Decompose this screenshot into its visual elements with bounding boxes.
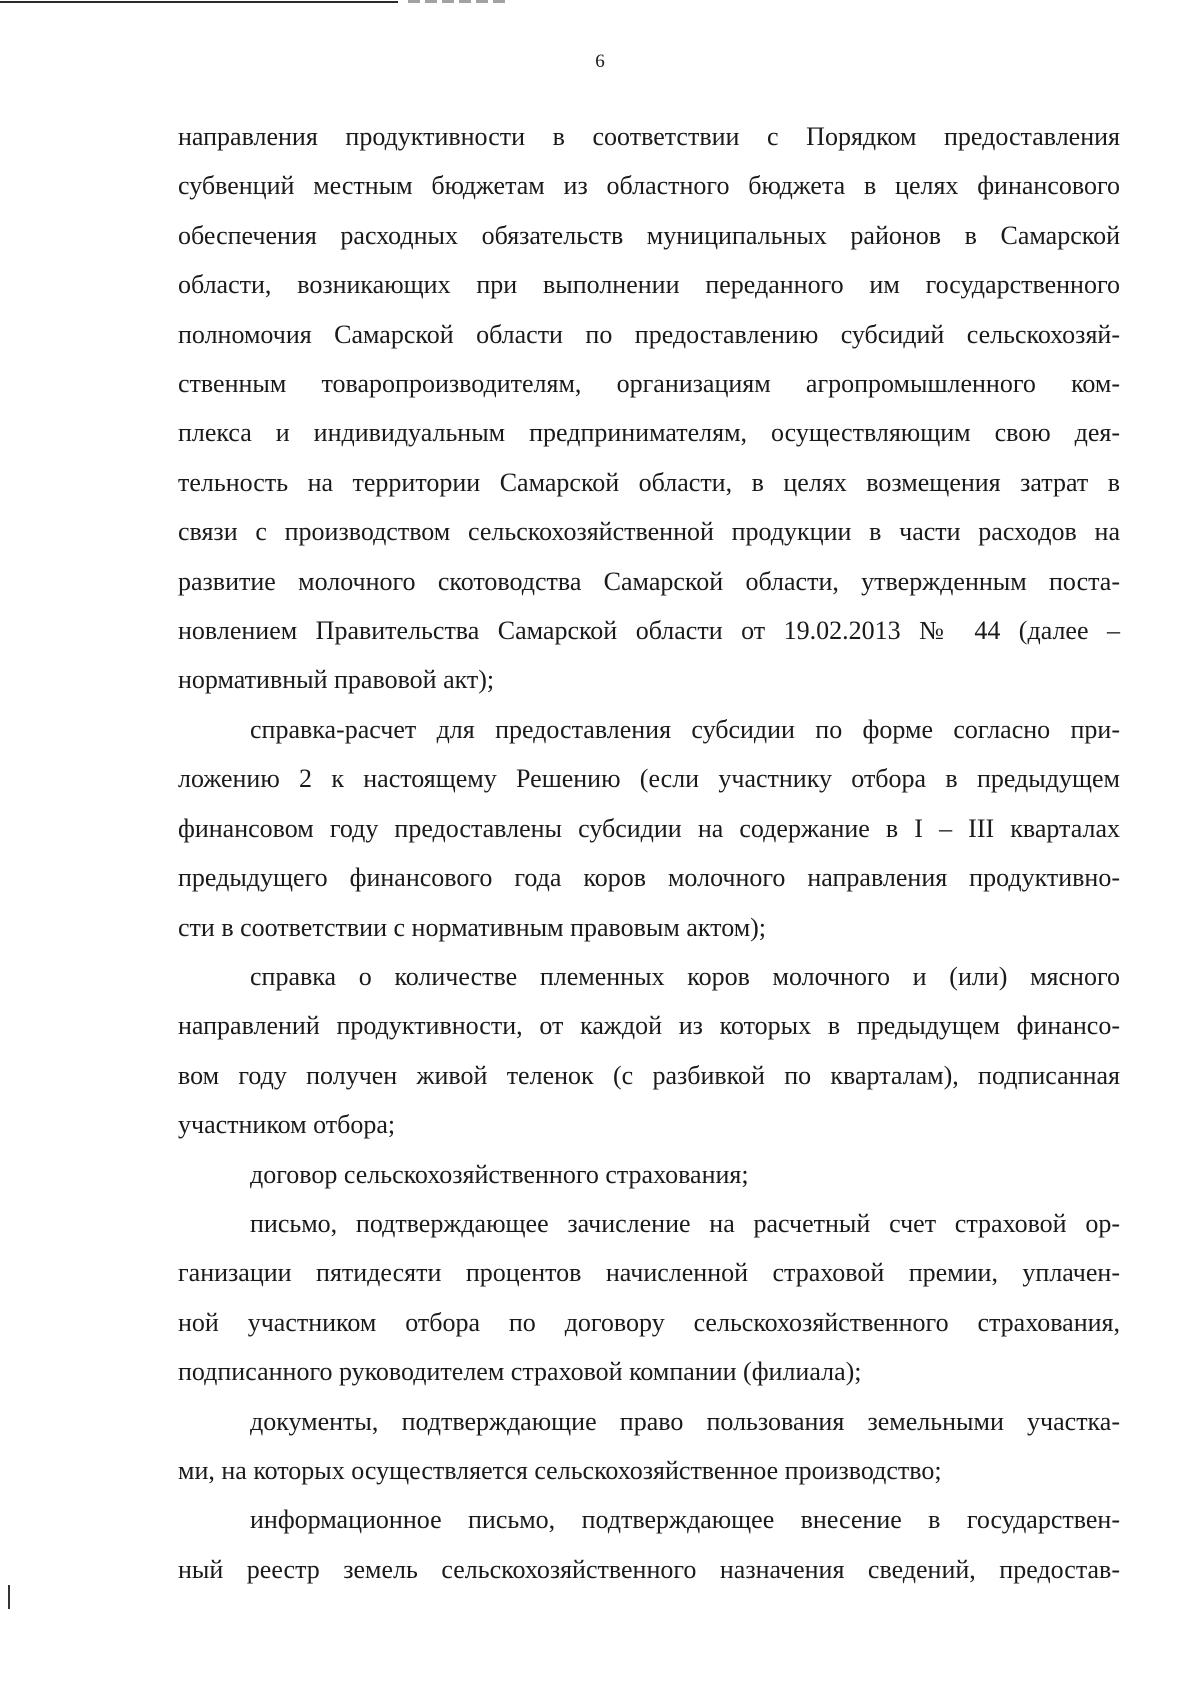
- text-line: информационное письмо, подтверждающее внесение в государствен-: [250, 1505, 1120, 1535]
- text-line: обеспечения расходных обязательств муниципальных районов в Самарской: [178, 220, 1120, 250]
- text-line: документы, подтверждающие право пользования земельными участка-: [250, 1406, 1120, 1436]
- text-line: письмо, подтверждающее зачисление на расчетный счет страховой ор-: [250, 1208, 1120, 1238]
- text-line: вом году получен живой теленок (с разбивкой по кварталам), подписанная: [178, 1060, 1120, 1090]
- page-number: 6: [595, 51, 605, 72]
- text-line: предыдущего финансового года коров молочного направления продуктивно-: [178, 863, 1120, 893]
- text-line: нормативный правовой акт);: [178, 665, 495, 695]
- text-line: договор сельскохозяйственного страхования;: [250, 1159, 749, 1189]
- paragraph: [178, 1495, 1120, 1594]
- paragraph: [178, 705, 1120, 952]
- text-line: ложению 2 к настоящему Решению (если участнику отбора в предыдущем: [178, 764, 1120, 794]
- top-rule: [0, 1, 398, 3]
- text-line: участником отбора;: [178, 1110, 396, 1140]
- text-line: справка-расчет для предоставления субсидии по форме согласно при-: [250, 714, 1120, 744]
- paragraph: [178, 1397, 1120, 1496]
- top-scan-mark: [408, 0, 508, 3]
- text-line: справка о количестве племенных коров молочного и (или) мясного: [250, 961, 1120, 991]
- text-line: ный реестр земель сельскохозяйственного назначения сведений, предостав-: [178, 1554, 1120, 1584]
- text-line: полномочия Самарской области по предоставлению субсидий сельскохозяй-: [178, 319, 1120, 349]
- text-line: области, возникающих при выполнении переданного им государственного: [178, 270, 1120, 300]
- text-line: направления продуктивности в соответствии с Порядком предоставления: [178, 122, 1120, 151]
- text-line: финансовом году предоставлены субсидии на содержание в I – III кварталах: [178, 813, 1120, 843]
- text-line: новлением Правительства Самарской области от 19.02.2013 № 44 (далее –: [178, 616, 1120, 646]
- text-line: тельность на территории Самарской области, в целях возмещения затрат в: [178, 467, 1120, 497]
- text-line: развитие молочного скотоводства Самарской области, утвержденным поста-: [178, 566, 1120, 596]
- text-line: связи с производством сельскохозяйственной продукции в части расходов на: [178, 517, 1120, 547]
- text-line: ной участником отбора по договору сельскохозяйственного страхования,: [178, 1307, 1120, 1337]
- text-line: подписанного руководителем страховой компании (филиала);: [178, 1357, 862, 1387]
- text-line: ганизации пятидесяти процентов начисленной страховой премии, уплачен-: [178, 1258, 1120, 1288]
- paragraph: [178, 1199, 1120, 1397]
- paragraph: [178, 1150, 1120, 1199]
- text-line: субвенций местным бюджетам из областного бюджета в целях финансового: [178, 171, 1120, 201]
- left-margin-mark: [8, 1585, 10, 1609]
- text-line: ми, на которых осуществляется сельскохозяйственное производство;: [178, 1455, 942, 1485]
- text-line: направлений продуктивности, от каждой из которых в предыдущем финансо-: [178, 1011, 1120, 1041]
- paragraph: [178, 952, 1120, 1150]
- paragraph: [178, 112, 1120, 705]
- document-body: [178, 112, 1120, 1594]
- text-line: плекса и индивидуальным предпринимателям, осуществляющим свою дея-: [178, 418, 1120, 448]
- text-line: сти в соответствии с нормативным правовым актом);: [178, 912, 767, 942]
- text-line: ственным товаропроизводителям, организациям агропромышленного ком-: [178, 369, 1120, 399]
